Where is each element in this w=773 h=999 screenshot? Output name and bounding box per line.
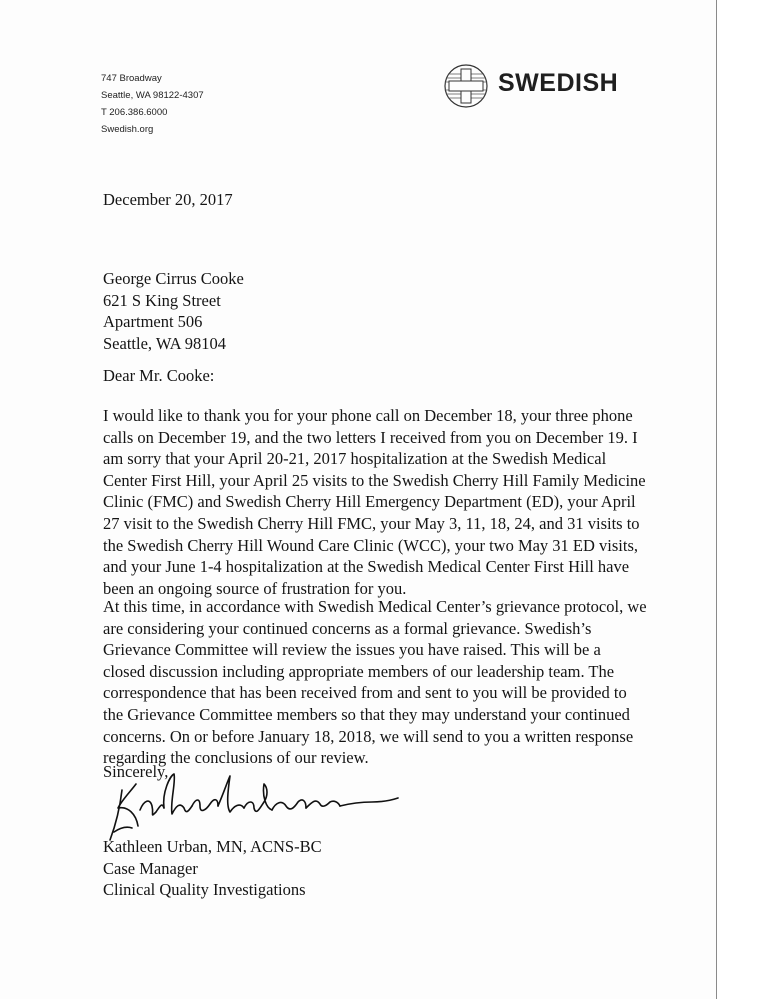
paragraph-line: and your June 1-4 hospitalization at the Swedish Medical Center First Hill have: [103, 557, 630, 577]
paragraph-line: closed discussion including appropriate members of our leadership team. The: [103, 661, 615, 681]
address-line-city: Seattle, WA 98122-4307: [101, 90, 204, 101]
logo-wordmark: SWEDISH: [498, 69, 619, 97]
recipient-street: 621 S King Street: [103, 290, 221, 310]
signer-title: Case Manager: [103, 858, 198, 878]
paragraph-line: Center First Hill, your April 25 visits to the Swedish Cherry Hill Family Medicine: [103, 470, 646, 490]
paragraph-line: are considering your continued concerns as a formal grievance. Swedish’s: [103, 618, 592, 638]
swedish-logo-icon: [442, 62, 490, 110]
paragraph-line: calls on December 19, and the two letters I received from you on December 19. I: [103, 427, 638, 447]
paragraph-line: correspondence that has been received from and sent to you will be provided to: [103, 683, 627, 703]
recipient-city: Seattle, WA 98104: [103, 333, 226, 353]
recipient-apartment: Apartment 506: [103, 312, 203, 331]
letter-date: December 20, 2017: [103, 190, 233, 209]
paragraph-line: Clinic (FMC) and Swedish Cherry Hill Emergency Department (ED), your April: [103, 492, 636, 512]
closing: Sincerely,: [103, 762, 169, 781]
signer-block: [103, 836, 322, 901]
paragraph-line: concerns. On or before January 18, 2018, we will send to you a written response: [103, 726, 634, 746]
signer-department: Clinical Quality Investigations: [103, 880, 306, 899]
paragraph-line: At this time, in accordance with Swedish Medical Center’s grievance protocol, we: [103, 597, 647, 616]
paragraph-line: I would like to thank you for your phone call on December 18, your three phone: [103, 406, 633, 425]
page-edge-line: [716, 0, 717, 999]
paragraph-line: am sorry that your April 20-21, 2017 hospitalization at the Swedish Medical: [103, 449, 607, 469]
letterhead-address: [101, 70, 204, 138]
paragraph-2: [103, 596, 647, 769]
paragraph-line: been an ongoing source of frustration for you.: [103, 578, 407, 598]
paragraph-line: regarding the conclusions of our review.: [103, 748, 369, 768]
address-line-phone: T 206.386.6000: [101, 107, 168, 118]
swedish-logo: [442, 62, 632, 110]
scan-margin: [717, 0, 773, 999]
paragraph-line: Grievance Committee will review the issues you have raised. This will be a: [103, 640, 601, 660]
address-line-website: Swedish.org: [101, 124, 154, 135]
paragraph-line: the Grievance Committee members so that they may understand your continued: [103, 704, 630, 724]
paragraph-line: 27 visit to the Swedish Cherry Hill FMC, your May 3, 11, 18, 24, and 31 visits to: [103, 513, 640, 533]
paragraph-line: the Swedish Cherry Hill Wound Care Clinic (WCC), your two May 31 ED visits,: [103, 535, 639, 555]
signer-name: Kathleen Urban, MN, ACNS-BC: [103, 837, 322, 856]
recipient-address: [103, 268, 244, 354]
recipient-name: George Cirrus Cooke: [103, 269, 244, 288]
salutation: Dear Mr. Cooke:: [103, 366, 215, 385]
address-line-street: 747 Broadway: [101, 73, 162, 84]
paragraph-1: [103, 405, 646, 599]
